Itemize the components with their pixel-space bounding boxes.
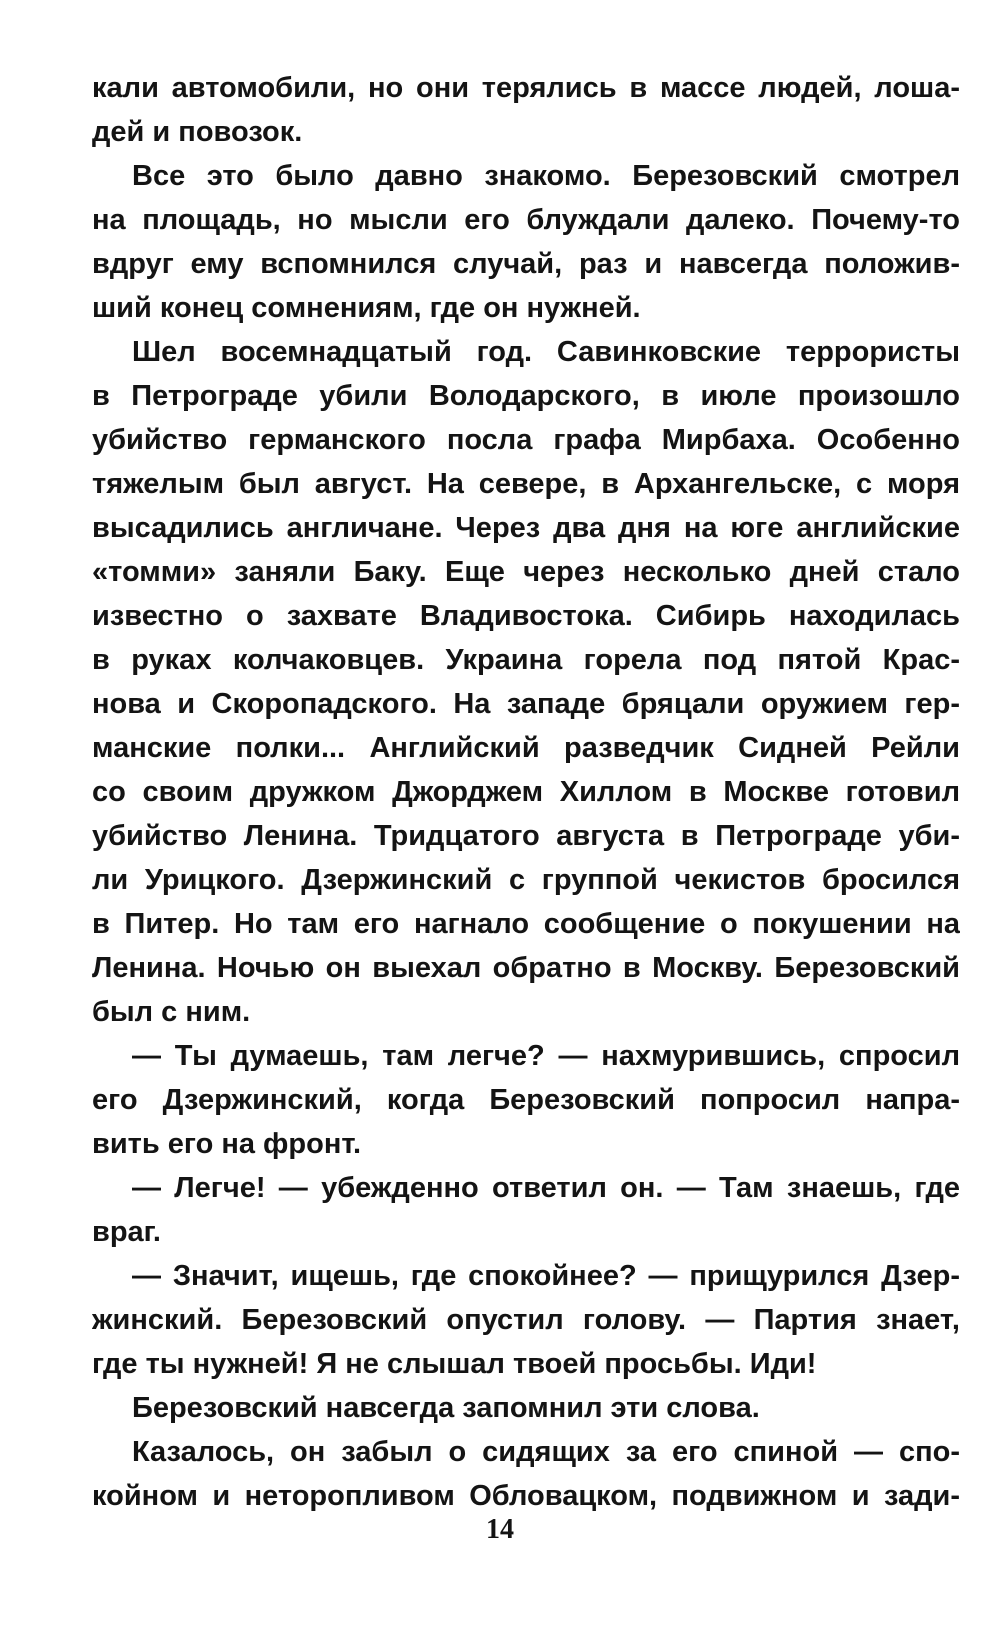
text-line: ли Урицкого. Дзержинский с группой чекистов бросился [92,864,960,896]
text-line: его Дзержинский, когда Березовский попросил напра- [92,1084,960,1116]
body-text [92,66,960,1518]
text-line: Казалось, он забыл о сидящих за его спиной — спо- [132,1436,960,1468]
text-line: со своим дружком Джорджем Хиллом в Москве готовил [92,776,960,808]
text-line: — Значит, ищешь, где спокойнее? — прищурился Дзер- [132,1260,960,1292]
text-line: враг. [92,1216,161,1248]
text-line: в Петрограде убили Володарского, в июле произошло [92,380,960,412]
text-line: убийство германского посла графа Мирбаха. Особенно [92,424,960,456]
text-line: в руках колчаковцев. Украина горела под пятой Крас- [92,644,960,676]
text-line: где ты нужней! Я не слышал твоей просьбы. Иди! [92,1348,817,1380]
text-line: манские полки... Английский разведчик Сидней Рейли [92,732,960,764]
text-line: высадились англичане. Через два дня на юге английские [92,512,960,544]
text-line: убийство Ленина. Тридцатого августа в Петрограде уби- [92,820,960,852]
text-line: «томми» заняли Баку. Еще через несколько дней стало [92,556,960,588]
text-line: Ленина. Ночью он выехал обратно в Москву. Березовский [92,952,960,984]
text-line: жинский. Березовский опустил голову. — Партия знает, [92,1304,960,1336]
text-line: Шел восемнадцатый год. Савинковские террористы [132,336,960,368]
text-line: тяжелым был август. На севере, в Архангельске, с моря [92,468,960,500]
text-line: нова и Скоропадского. На западе бряцали оружием гер- [92,688,960,720]
text-line: койном и неторопливом Обловацком, подвижном и зади- [92,1480,960,1512]
text-line: вдруг ему вспомнился случай, раз и навсегда положив- [92,248,960,280]
text-line: Все это было давно знакомо. Березовский смотрел [132,160,960,192]
text-line: — Легче! — убежденно ответил он. — Там знаешь, где [132,1172,960,1204]
page-number: 14 [486,1514,514,1545]
text-line: дей и повозок. [92,116,303,148]
text-line: Березовский навсегда запомнил эти слова. [132,1392,760,1424]
text-line: в Питер. Но там его нагнало сообщение о покушении на [92,908,960,940]
text-line: ший конец сомнениям, где он нужней. [92,292,641,324]
text-line: на площадь, но мысли его блуждали далеко. Почему-то [92,204,960,236]
text-line: — Ты думаешь, там легче? — нахмурившись, спросил [132,1040,960,1072]
text-line: кали автомобили, но они терялись в массе людей, лоша- [92,72,960,104]
text-line: был с ним. [92,996,251,1028]
text-line: вить его на фронт. [92,1128,362,1160]
text-line: известно о захвате Владивостока. Сибирь находилась [92,600,960,632]
